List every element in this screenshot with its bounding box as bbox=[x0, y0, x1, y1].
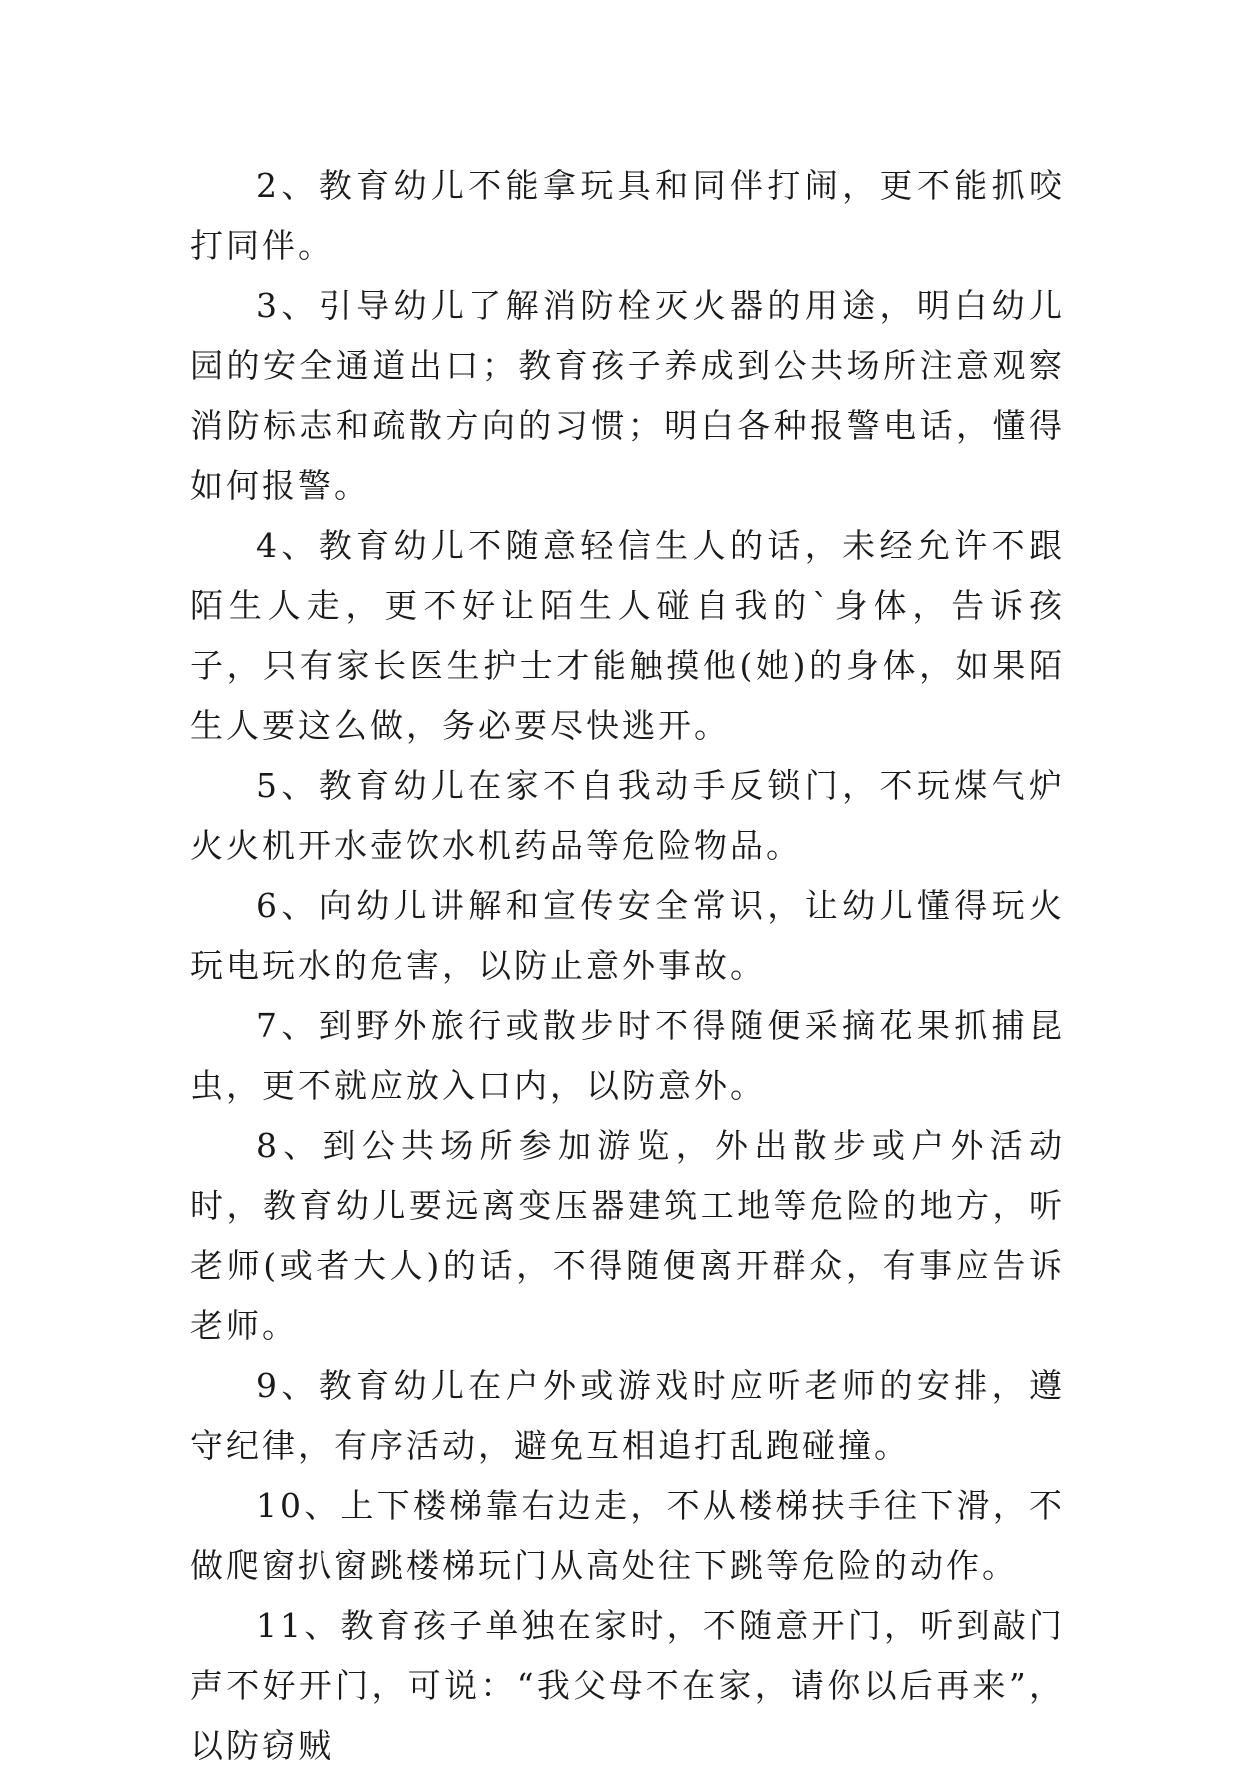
paragraph-4: 4、教育幼儿不随意轻信生人的话，未经允许不跟陌生人走，更不好让陌生人碰自我的`身体，告诉孩子，只有家长医生护士才能触摸他(她)的身体，如果陌生人要这么做，务必要尽快逃开。 bbox=[190, 526, 1065, 745]
paragraph-3: 3、引导幼儿了解消防栓灭火器的用途，明白幼儿园的安全通道出口；教育孩子养成到公共场所注意观察消防标志和疏散方向的习惯；明白各种报警电话，懂得如何报警。 bbox=[190, 286, 1065, 505]
paragraph-10: 10、上下楼梯靠右边走，不从楼梯扶手往下滑，不做爬窗扒窗跳楼梯玩门从高处往下跳等危险的动作。 bbox=[190, 1486, 1065, 1585]
paragraph-5: 5、教育幼儿在家不自我动手反锁门，不玩煤气炉火火机开水壶饮水机药品等危险物品。 bbox=[190, 766, 1065, 865]
paragraph-8: 8、到公共场所参加游览，外出散步或户外活动时，教育幼儿要远离变压器建筑工地等危险的地方，听老师(或者大人)的话，不得随便离开群众，有事应告诉老师。 bbox=[190, 1126, 1065, 1345]
paragraph-7: 7、到野外旅行或散步时不得随便采摘花果抓捕昆虫，更不就应放入口内，以防意外。 bbox=[190, 1006, 1065, 1105]
paragraph-6: 6、向幼儿讲解和宣传安全常识，让幼儿懂得玩火玩电玩水的危害，以防止意外事故。 bbox=[190, 886, 1065, 985]
document-body bbox=[190, 156, 1065, 1776]
paragraph-9: 9、教育幼儿在户外或游戏时应听老师的安排，遵守纪律，有序活动，避免互相追打乱跑碰撞。 bbox=[190, 1366, 1065, 1465]
paragraph-11: 11、教育孩子单独在家时，不随意开门，听到敲门声不好开门，可说：“我父母不在家，请你以后再来”，以防窃贼 bbox=[190, 1606, 1065, 1765]
paragraph-2: 2、教育幼儿不能拿玩具和同伴打闹，更不能抓咬打同伴。 bbox=[190, 166, 1065, 265]
